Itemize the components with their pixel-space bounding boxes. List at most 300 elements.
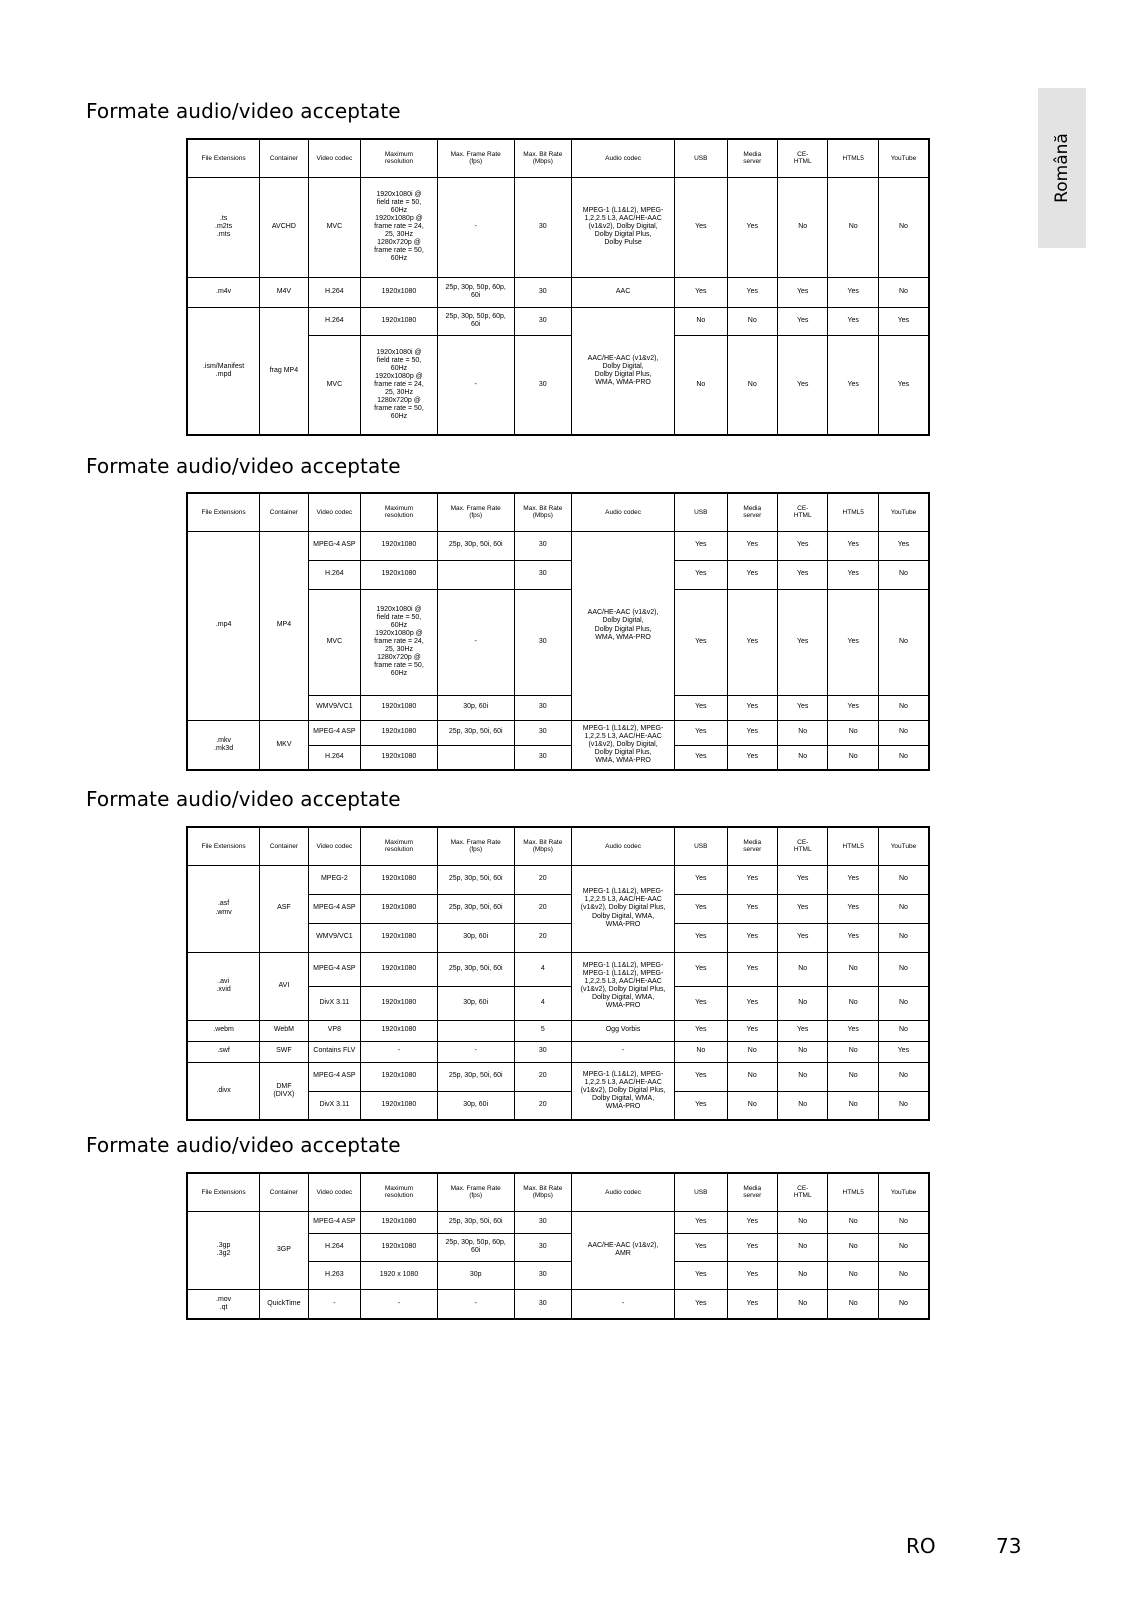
- audio-codec: AAC: [572, 277, 675, 307]
- youtube-support: No: [878, 1233, 929, 1261]
- html5-support: Yes: [828, 277, 878, 307]
- html5-support: Yes: [828, 531, 878, 560]
- usb-support: Yes: [675, 560, 727, 589]
- usb-support: Yes: [675, 177, 727, 277]
- file-extension: .mov .qt: [187, 1289, 260, 1319]
- max-bit-rate: 30: [514, 531, 572, 560]
- youtube-support: No: [878, 923, 929, 952]
- video-codec: Contains FLV: [308, 1041, 360, 1062]
- youtube-support: No: [878, 986, 929, 1020]
- file-extension: .ts .m2ts .mts: [187, 177, 260, 277]
- usb-support: Yes: [675, 923, 727, 952]
- ce-html-support: No: [778, 720, 828, 745]
- header-cell: Maximum resolution: [361, 139, 438, 177]
- max-bit-rate: 20: [514, 923, 572, 952]
- max-bit-rate: 30: [514, 1233, 572, 1261]
- table-row: [187, 865, 929, 894]
- youtube-support: Yes: [878, 335, 929, 435]
- usb-support: No: [675, 1041, 727, 1062]
- ce-html-support: Yes: [778, 695, 828, 720]
- html5-support: No: [828, 1041, 878, 1062]
- max-frame-rate: 25p, 30p, 50p, 60p, 60i: [437, 307, 514, 335]
- usb-support: Yes: [675, 695, 727, 720]
- max-resolution: 1920x1080: [361, 1062, 438, 1091]
- section-title: Formate audio/video acceptate: [86, 454, 401, 478]
- media-server-support: Yes: [727, 865, 777, 894]
- html5-support: No: [828, 1233, 878, 1261]
- max-resolution: 1920x1080: [361, 560, 438, 589]
- header-cell: HTML5: [828, 139, 878, 177]
- max-bit-rate: 30: [514, 695, 572, 720]
- youtube-support: No: [878, 1091, 929, 1120]
- media-server-support: Yes: [727, 894, 777, 923]
- table-row: [187, 1041, 929, 1062]
- header-cell: Audio codec: [572, 827, 675, 865]
- file-extension: .avi .xvid: [187, 952, 260, 1020]
- table-row: [187, 1289, 929, 1319]
- table-row: [187, 307, 929, 335]
- language-label: Română: [1052, 133, 1072, 203]
- max-bit-rate: 30: [514, 335, 572, 435]
- max-bit-rate: 30: [514, 1261, 572, 1289]
- max-resolution: 1920x1080: [361, 923, 438, 952]
- header-cell: Container: [260, 827, 308, 865]
- audio-codec: MPEG-1 (L1&L2), MPEG- 1,2,2.5 L3, AAC/HE-AAC (v1&v2), Dolby Digital, Dolby Digital Plus, WMA, WMA-PRO: [572, 720, 675, 770]
- table-row: [187, 720, 929, 745]
- max-resolution: 1920x1080: [361, 1211, 438, 1233]
- ce-html-support: Yes: [778, 865, 828, 894]
- container: ASF: [260, 865, 308, 952]
- header-cell: CE- HTML: [778, 1173, 828, 1211]
- usb-support: Yes: [675, 589, 727, 695]
- header-cell: Media server: [727, 1173, 777, 1211]
- header-cell: Container: [260, 493, 308, 531]
- html5-support: No: [828, 986, 878, 1020]
- format-table: [186, 492, 930, 771]
- audio-codec: MPEG-1 (L1&L2), MPEG- 1,2,2.5 L3, AAC/HE-AAC (v1&v2), Dolby Digital Plus, Dolby Digital, WMA, WMA-PRO: [572, 1062, 675, 1120]
- audio-codec: MPEG-1 (L1&L2), MPEG- 1,2,2.5 L3, AAC/HE-AAC (v1&v2), Dolby Digital, Dolby Digital Plus, Dolby Pulse: [572, 177, 675, 277]
- usb-support: Yes: [675, 745, 727, 770]
- media-server-support: Yes: [727, 177, 777, 277]
- header-cell: File Extensions: [187, 139, 260, 177]
- max-bit-rate: 30: [514, 560, 572, 589]
- video-codec: MPEG-4 ASP: [308, 1062, 360, 1091]
- video-codec: MVC: [308, 589, 360, 695]
- video-codec: MPEG-4 ASP: [308, 952, 360, 986]
- max-resolution: 1920x1080: [361, 1091, 438, 1120]
- container: MP4: [260, 531, 308, 720]
- usb-support: Yes: [675, 1020, 727, 1041]
- table-row: [187, 1020, 929, 1041]
- max-resolution: 1920x1080i @ field rate = 50, 60Hz 1920x1080p @ frame rate = 24, 25, 30Hz 1280x720p @ frame rate = 50, 60Hz: [361, 335, 438, 435]
- html5-support: Yes: [828, 894, 878, 923]
- html5-support: No: [828, 177, 878, 277]
- max-frame-rate: [437, 560, 514, 589]
- max-bit-rate: 5: [514, 1020, 572, 1041]
- max-frame-rate: 25p, 30p, 50i, 60i: [437, 1211, 514, 1233]
- header-cell: Maximum resolution: [361, 493, 438, 531]
- audio-codec: AAC/HE-AAC (v1&v2), Dolby Digital, Dolby Digital Plus, WMA, WMA-PRO: [572, 531, 675, 720]
- max-resolution: 1920 x 1080: [361, 1261, 438, 1289]
- header-cell: YouTube: [878, 493, 929, 531]
- usb-support: Yes: [675, 720, 727, 745]
- max-frame-rate: 25p, 30p, 50i, 60i: [437, 952, 514, 986]
- media-server-support: Yes: [727, 745, 777, 770]
- ce-html-support: Yes: [778, 589, 828, 695]
- header-cell: HTML5: [828, 493, 878, 531]
- max-resolution: 1920x1080: [361, 1020, 438, 1041]
- header-row: [187, 139, 929, 177]
- youtube-support: No: [878, 560, 929, 589]
- youtube-support: No: [878, 894, 929, 923]
- container: DMF (DIVX): [260, 1062, 308, 1120]
- audio-codec: -: [572, 1041, 675, 1062]
- video-codec: MPEG-4 ASP: [308, 531, 360, 560]
- section-title: Formate audio/video acceptate: [86, 787, 401, 811]
- usb-support: Yes: [675, 1062, 727, 1091]
- html5-support: No: [828, 952, 878, 986]
- usb-support: Yes: [675, 1261, 727, 1289]
- footer-language: RO: [906, 1534, 936, 1558]
- ce-html-support: No: [778, 745, 828, 770]
- ce-html-support: No: [778, 1041, 828, 1062]
- header-cell: YouTube: [878, 139, 929, 177]
- max-resolution: 1920x1080: [361, 894, 438, 923]
- section-title: Formate audio/video acceptate: [86, 99, 401, 123]
- file-extension: .webm: [187, 1020, 260, 1041]
- container: M4V: [260, 277, 308, 307]
- youtube-support: Yes: [878, 1041, 929, 1062]
- youtube-support: No: [878, 1289, 929, 1319]
- ce-html-support: Yes: [778, 531, 828, 560]
- header-cell: Max. Bit Rate (Mbps): [514, 493, 572, 531]
- header-cell: Media server: [727, 827, 777, 865]
- html5-support: No: [828, 1261, 878, 1289]
- usb-support: Yes: [675, 1233, 727, 1261]
- audio-codec: MPEG-1 (L1&L2), MPEG- 1,2,2.5 L3, AAC/HE-AAC (v1&v2), Dolby Digital Plus, Dolby Digital, WMA, WMA-PRO: [572, 865, 675, 952]
- audio-codec: AAC/HE-AAC (v1&v2), Dolby Digital, Dolby Digital Plus, WMA, WMA-PRO: [572, 307, 675, 435]
- max-resolution: 1920x1080: [361, 952, 438, 986]
- youtube-support: No: [878, 1020, 929, 1041]
- max-frame-rate: 25p, 30p, 50p, 60p, 60i: [437, 277, 514, 307]
- youtube-support: No: [878, 695, 929, 720]
- usb-support: Yes: [675, 1289, 727, 1319]
- media-server-support: No: [727, 1041, 777, 1062]
- ce-html-support: No: [778, 986, 828, 1020]
- header-cell: HTML5: [828, 827, 878, 865]
- usb-support: No: [675, 307, 727, 335]
- ce-html-support: No: [778, 952, 828, 986]
- html5-support: Yes: [828, 589, 878, 695]
- format-table: [186, 138, 930, 436]
- header-cell: CE- HTML: [778, 139, 828, 177]
- file-extension: .mp4: [187, 531, 260, 720]
- html5-support: No: [828, 1289, 878, 1319]
- header-cell: Max. Bit Rate (Mbps): [514, 827, 572, 865]
- header-cell: YouTube: [878, 827, 929, 865]
- usb-support: Yes: [675, 531, 727, 560]
- usb-support: Yes: [675, 894, 727, 923]
- media-server-support: Yes: [727, 560, 777, 589]
- video-codec: WMV9/VC1: [308, 695, 360, 720]
- max-frame-rate: 30p, 60i: [437, 695, 514, 720]
- ce-html-support: Yes: [778, 307, 828, 335]
- media-server-support: Yes: [727, 986, 777, 1020]
- file-extension: .3gp .3g2: [187, 1211, 260, 1289]
- video-codec: MPEG-4 ASP: [308, 894, 360, 923]
- header-cell: Video codec: [308, 139, 360, 177]
- ce-html-support: No: [778, 1233, 828, 1261]
- media-server-support: Yes: [727, 1289, 777, 1319]
- audio-codec: MPEG-1 (L1&L2), MPEG- MPEG-1 (L1&L2), MPEG- 1,2,2.5 L3, AAC/HE-AAC (v1&v2), Dolby Digital Plus, Dolby Digital, WMA, WMA-PRO: [572, 952, 675, 1020]
- max-bit-rate: 30: [514, 589, 572, 695]
- max-bit-rate: 30: [514, 277, 572, 307]
- max-resolution: 1920x1080: [361, 865, 438, 894]
- usb-support: No: [675, 335, 727, 435]
- video-codec: H.264: [308, 745, 360, 770]
- header-row: [187, 493, 929, 531]
- container: frag MP4: [260, 307, 308, 435]
- max-resolution: 1920x1080: [361, 695, 438, 720]
- youtube-support: No: [878, 745, 929, 770]
- video-codec: MVC: [308, 335, 360, 435]
- header-cell: Maximum resolution: [361, 1173, 438, 1211]
- header-cell: CE- HTML: [778, 827, 828, 865]
- max-frame-rate: 25p, 30p, 50i, 60i: [437, 894, 514, 923]
- media-server-support: No: [727, 307, 777, 335]
- header-cell: Max. Bit Rate (Mbps): [514, 1173, 572, 1211]
- video-codec: -: [308, 1289, 360, 1319]
- max-frame-rate: -: [437, 1289, 514, 1319]
- html5-support: Yes: [828, 695, 878, 720]
- video-codec: WMV9/VC1: [308, 923, 360, 952]
- header-cell: File Extensions: [187, 1173, 260, 1211]
- youtube-support: No: [878, 277, 929, 307]
- table-row: [187, 1062, 929, 1091]
- max-frame-rate: -: [437, 1041, 514, 1062]
- max-resolution: -: [361, 1289, 438, 1319]
- max-frame-rate: 25p, 30p, 50i, 60i: [437, 865, 514, 894]
- header-cell: Max. Bit Rate (Mbps): [514, 139, 572, 177]
- header-cell: File Extensions: [187, 493, 260, 531]
- header-cell: CE- HTML: [778, 493, 828, 531]
- youtube-support: No: [878, 1062, 929, 1091]
- video-codec: MVC: [308, 177, 360, 277]
- youtube-support: No: [878, 177, 929, 277]
- container: 3GP: [260, 1211, 308, 1289]
- max-bit-rate: 30: [514, 1289, 572, 1319]
- media-server-support: Yes: [727, 1020, 777, 1041]
- media-server-support: No: [727, 335, 777, 435]
- video-codec: MPEG-4 ASP: [308, 1211, 360, 1233]
- header-cell: Max. Frame Rate (fps): [437, 493, 514, 531]
- ce-html-support: Yes: [778, 1020, 828, 1041]
- ce-html-support: Yes: [778, 277, 828, 307]
- media-server-support: Yes: [727, 923, 777, 952]
- media-server-support: Yes: [727, 1211, 777, 1233]
- ce-html-support: No: [778, 1062, 828, 1091]
- max-bit-rate: 20: [514, 894, 572, 923]
- youtube-support: No: [878, 1261, 929, 1289]
- table-row: [187, 1211, 929, 1233]
- max-bit-rate: 30: [514, 307, 572, 335]
- html5-support: No: [828, 1091, 878, 1120]
- ce-html-support: No: [778, 1289, 828, 1319]
- header-cell: Video codec: [308, 493, 360, 531]
- file-extension: .mkv .mk3d: [187, 720, 260, 770]
- html5-support: No: [828, 745, 878, 770]
- ce-html-support: No: [778, 177, 828, 277]
- max-bit-rate: 30: [514, 745, 572, 770]
- max-resolution: 1920x1080: [361, 277, 438, 307]
- usb-support: Yes: [675, 277, 727, 307]
- file-extension: .swf: [187, 1041, 260, 1062]
- file-extension: .ism/Manifest .mpd: [187, 307, 260, 435]
- max-frame-rate: 30p: [437, 1261, 514, 1289]
- ce-html-support: No: [778, 1261, 828, 1289]
- media-server-support: Yes: [727, 1261, 777, 1289]
- header-cell: Audio codec: [572, 1173, 675, 1211]
- ce-html-support: No: [778, 1091, 828, 1120]
- max-resolution: 1920x1080i @ field rate = 50, 60Hz 1920x1080p @ frame rate = 24, 25, 30Hz 1280x720p @ frame rate = 50, 60Hz: [361, 589, 438, 695]
- max-frame-rate: [437, 1020, 514, 1041]
- media-server-support: Yes: [727, 277, 777, 307]
- html5-support: Yes: [828, 560, 878, 589]
- container: QuickTime: [260, 1289, 308, 1319]
- max-bit-rate: 30: [514, 1211, 572, 1233]
- header-cell: Container: [260, 1173, 308, 1211]
- max-frame-rate: 30p, 60i: [437, 986, 514, 1020]
- container: AVCHD: [260, 177, 308, 277]
- max-frame-rate: 25p, 30p, 50p, 60p, 60i: [437, 1233, 514, 1261]
- max-bit-rate: 4: [514, 952, 572, 986]
- ce-html-support: Yes: [778, 335, 828, 435]
- html5-support: No: [828, 1211, 878, 1233]
- html5-support: No: [828, 1062, 878, 1091]
- header-cell: Max. Frame Rate (fps): [437, 139, 514, 177]
- max-resolution: 1920x1080i @ field rate = 50, 60Hz 1920x1080p @ frame rate = 24, 25, 30Hz 1280x720p @ frame rate = 50, 60Hz: [361, 177, 438, 277]
- header-cell: Maximum resolution: [361, 827, 438, 865]
- media-server-support: No: [727, 1062, 777, 1091]
- file-extension: .m4v: [187, 277, 260, 307]
- max-resolution: 1920x1080: [361, 745, 438, 770]
- header-cell: Max. Frame Rate (fps): [437, 1173, 514, 1211]
- max-resolution: 1920x1080: [361, 531, 438, 560]
- header-cell: Max. Frame Rate (fps): [437, 827, 514, 865]
- max-frame-rate: [437, 745, 514, 770]
- max-frame-rate: -: [437, 335, 514, 435]
- max-resolution: 1920x1080: [361, 307, 438, 335]
- video-codec: H.264: [308, 277, 360, 307]
- usb-support: Yes: [675, 1211, 727, 1233]
- file-extension: .divx: [187, 1062, 260, 1120]
- max-frame-rate: -: [437, 177, 514, 277]
- ce-html-support: Yes: [778, 560, 828, 589]
- youtube-support: No: [878, 865, 929, 894]
- header-cell: YouTube: [878, 1173, 929, 1211]
- header-cell: Video codec: [308, 827, 360, 865]
- media-server-support: Yes: [727, 695, 777, 720]
- video-codec: H.263: [308, 1261, 360, 1289]
- html5-support: Yes: [828, 865, 878, 894]
- max-frame-rate: 25p, 30p, 50i, 60i: [437, 531, 514, 560]
- audio-codec: Ogg Vorbis: [572, 1020, 675, 1041]
- youtube-support: No: [878, 952, 929, 986]
- youtube-support: No: [878, 720, 929, 745]
- video-codec: H.264: [308, 560, 360, 589]
- header-cell: USB: [675, 493, 727, 531]
- max-frame-rate: 30p, 60i: [437, 923, 514, 952]
- media-server-support: Yes: [727, 952, 777, 986]
- video-codec: MPEG-4 ASP: [308, 720, 360, 745]
- header-cell: Audio codec: [572, 139, 675, 177]
- file-extension: .asf .wmv: [187, 865, 260, 952]
- table-row: [187, 277, 929, 307]
- video-codec: DivX 3.11: [308, 986, 360, 1020]
- video-codec: DivX 3.11: [308, 1091, 360, 1120]
- media-server-support: Yes: [727, 589, 777, 695]
- max-bit-rate: 20: [514, 1062, 572, 1091]
- section-title: Formate audio/video acceptate: [86, 1133, 401, 1157]
- max-resolution: -: [361, 1041, 438, 1062]
- usb-support: Yes: [675, 1091, 727, 1120]
- header-cell: Container: [260, 139, 308, 177]
- container: SWF: [260, 1041, 308, 1062]
- youtube-support: No: [878, 1211, 929, 1233]
- max-bit-rate: 4: [514, 986, 572, 1020]
- max-bit-rate: 30: [514, 177, 572, 277]
- max-bit-rate: 20: [514, 865, 572, 894]
- header-cell: Media server: [727, 493, 777, 531]
- youtube-support: Yes: [878, 307, 929, 335]
- usb-support: Yes: [675, 952, 727, 986]
- header-cell: Media server: [727, 139, 777, 177]
- max-frame-rate: 25p, 30p, 50i, 60i: [437, 1062, 514, 1091]
- audio-codec: AAC/HE-AAC (v1&v2), AMR: [572, 1211, 675, 1289]
- container: AVI: [260, 952, 308, 1020]
- video-codec: VP8: [308, 1020, 360, 1041]
- format-table: [186, 1172, 930, 1320]
- table-row: [187, 177, 929, 277]
- html5-support: Yes: [828, 1020, 878, 1041]
- max-frame-rate: 25p, 30p, 50i, 60i: [437, 720, 514, 745]
- html5-support: Yes: [828, 335, 878, 435]
- youtube-support: Yes: [878, 531, 929, 560]
- usb-support: Yes: [675, 986, 727, 1020]
- video-codec: H.264: [308, 307, 360, 335]
- max-resolution: 1920x1080: [361, 1233, 438, 1261]
- container: MKV: [260, 720, 308, 770]
- header-cell: File Extensions: [187, 827, 260, 865]
- html5-support: Yes: [828, 923, 878, 952]
- max-resolution: 1920x1080: [361, 720, 438, 745]
- max-bit-rate: 30: [514, 1041, 572, 1062]
- header-cell: HTML5: [828, 1173, 878, 1211]
- ce-html-support: No: [778, 1211, 828, 1233]
- header-cell: Audio codec: [572, 493, 675, 531]
- header-cell: USB: [675, 139, 727, 177]
- header-cell: Video codec: [308, 1173, 360, 1211]
- media-server-support: Yes: [727, 531, 777, 560]
- table-row: [187, 952, 929, 986]
- media-server-support: No: [727, 1091, 777, 1120]
- html5-support: No: [828, 720, 878, 745]
- html5-support: Yes: [828, 307, 878, 335]
- max-frame-rate: -: [437, 589, 514, 695]
- media-server-support: Yes: [727, 720, 777, 745]
- ce-html-support: Yes: [778, 894, 828, 923]
- header-row: [187, 827, 929, 865]
